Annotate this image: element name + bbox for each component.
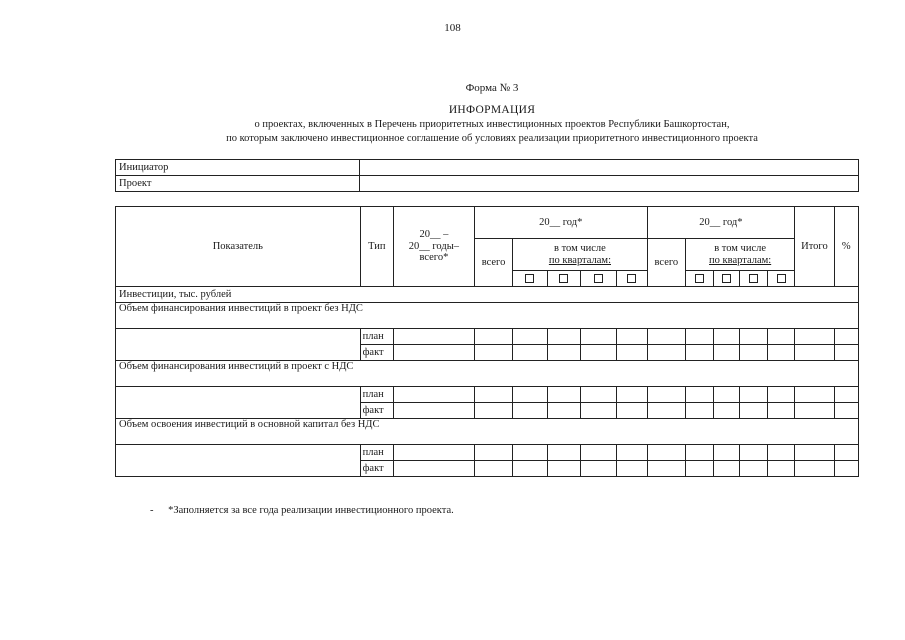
quarters-line-1: в том числе [714, 242, 767, 254]
data-cell[interactable] [547, 445, 580, 461]
row-type-fact: факт [360, 403, 393, 419]
data-cell[interactable] [834, 461, 858, 477]
data-cell[interactable] [714, 461, 739, 477]
data-cell[interactable] [767, 461, 794, 477]
data-cell[interactable] [739, 461, 767, 477]
row-type-plan: план [360, 387, 393, 403]
data-cell[interactable] [686, 387, 714, 403]
header-year2-quarters [686, 239, 795, 271]
data-cell[interactable] [739, 445, 767, 461]
subtitle-line-1: о проектах, включенных в Перечень приоритетных инвестиционных проектов Республики Башкортостан, [254, 119, 730, 130]
header-itogo: Итого [795, 207, 834, 287]
data-cell[interactable] [393, 387, 474, 403]
data-cell[interactable] [647, 387, 685, 403]
data-cell[interactable] [547, 329, 580, 345]
data-cell[interactable] [795, 461, 834, 477]
quarter-1-checkbox[interactable] [686, 271, 714, 287]
period-line-1: 20__ – [419, 229, 449, 241]
data-cell[interactable] [513, 445, 547, 461]
data-cell[interactable] [739, 345, 767, 361]
header-year2-total: всего [647, 239, 685, 287]
data-cell[interactable] [393, 345, 474, 361]
quarters-line-2: по кварталам: [709, 254, 772, 266]
quarter-3-checkbox[interactable] [739, 271, 767, 287]
data-cell[interactable] [767, 403, 794, 419]
data-cell[interactable] [474, 461, 512, 477]
block-name-cell[interactable] [116, 329, 361, 361]
quarter-4-checkbox[interactable] [767, 271, 794, 287]
data-cell[interactable] [834, 445, 858, 461]
data-cell[interactable] [795, 387, 834, 403]
data-cell[interactable] [474, 387, 512, 403]
section-title: Инвестиции, тыс. рублей [116, 287, 859, 303]
data-cell[interactable] [647, 345, 685, 361]
header-year-2: 20__ год* [647, 207, 795, 239]
data-cell[interactable] [580, 403, 616, 419]
data-cell[interactable] [686, 403, 714, 419]
data-cell[interactable] [647, 461, 685, 477]
data-cell[interactable] [547, 461, 580, 477]
header-year1-quarters [513, 239, 647, 271]
quarter-2-checkbox[interactable] [714, 271, 739, 287]
data-cell[interactable] [393, 403, 474, 419]
data-cell[interactable] [474, 329, 512, 345]
data-cell[interactable] [474, 403, 512, 419]
data-cell[interactable] [474, 445, 512, 461]
data-cell[interactable] [580, 445, 616, 461]
quarters-line-1: в том числе [554, 242, 606, 254]
data-cell[interactable] [686, 345, 714, 361]
page-number: 108 [444, 22, 461, 34]
data-cell[interactable] [834, 329, 858, 345]
data-cell[interactable] [580, 329, 616, 345]
data-cell[interactable] [767, 329, 794, 345]
data-cell[interactable] [795, 329, 834, 345]
header-period-total [393, 207, 474, 287]
data-cell[interactable] [617, 329, 647, 345]
data-cell[interactable] [739, 329, 767, 345]
data-cell[interactable] [513, 403, 547, 419]
block-title: Объем освоения инвестиций в основной капитал без НДС [116, 419, 859, 445]
block-name-cell[interactable] [116, 445, 361, 477]
data-cell[interactable] [617, 345, 647, 361]
footnote-dash: - [150, 505, 154, 516]
data-cell[interactable] [767, 445, 794, 461]
period-line-2: 20__ годы– [408, 240, 460, 252]
data-cell[interactable] [547, 387, 580, 403]
data-cell[interactable] [580, 345, 616, 361]
data-cell[interactable] [547, 345, 580, 361]
data-cell[interactable] [647, 445, 685, 461]
project-label: Проект [116, 176, 360, 192]
investments-table [115, 206, 859, 477]
row-type-plan: план [360, 445, 393, 461]
footnote-text: *Заполняется за все года реализации инвестиционного проекта. [168, 505, 454, 516]
data-cell[interactable] [647, 403, 685, 419]
data-cell[interactable] [834, 403, 858, 419]
data-cell[interactable] [393, 461, 474, 477]
data-cell[interactable] [834, 345, 858, 361]
data-cell[interactable] [795, 445, 834, 461]
subtitle-line-2: по которым заключено инвестиционное соглашение об условиях реализации приоритетного инвестиционного проекта [226, 133, 758, 144]
row-type-fact: факт [360, 461, 393, 477]
data-cell[interactable] [739, 387, 767, 403]
header-year-1: 20__ год* [474, 207, 647, 239]
data-cell[interactable] [686, 329, 714, 345]
data-cell[interactable] [580, 461, 616, 477]
data-cell[interactable] [647, 329, 685, 345]
project-field[interactable] [360, 176, 859, 192]
data-cell[interactable] [580, 387, 616, 403]
data-cell[interactable] [393, 445, 474, 461]
data-cell[interactable] [767, 387, 794, 403]
data-cell[interactable] [393, 329, 474, 345]
data-cell[interactable] [686, 461, 714, 477]
initiator-label: Инициатор [116, 160, 360, 176]
data-cell[interactable] [617, 445, 647, 461]
data-cell[interactable] [795, 403, 834, 419]
data-cell[interactable] [714, 329, 739, 345]
document-title: ИНФОРМАЦИЯ [448, 104, 536, 116]
initiator-field[interactable] [360, 160, 859, 176]
data-cell[interactable] [739, 403, 767, 419]
data-cell[interactable] [714, 445, 739, 461]
block-title: Объем финансирования инвестиций в проект с НДС [116, 361, 859, 387]
data-cell[interactable] [513, 329, 547, 345]
header-percent: % [834, 207, 858, 287]
data-cell[interactable] [617, 461, 647, 477]
block-title: Объем финансирования инвестиций в проект без НДС [116, 303, 859, 329]
quarter-3-checkbox[interactable] [580, 271, 616, 287]
data-cell[interactable] [617, 387, 647, 403]
data-cell[interactable] [513, 387, 547, 403]
quarter-4-checkbox[interactable] [617, 271, 647, 287]
row-type-plan: план [360, 329, 393, 345]
data-cell[interactable] [795, 345, 834, 361]
data-cell[interactable] [617, 403, 647, 419]
header-indicator: Показатель [116, 207, 361, 287]
quarters-line-2: по кварталам: [548, 254, 611, 266]
block-name-cell[interactable] [116, 387, 361, 419]
initiator-project-table [115, 159, 859, 192]
data-cell[interactable] [474, 345, 512, 361]
row-type-fact: факт [360, 345, 393, 361]
data-cell[interactable] [767, 345, 794, 361]
data-cell[interactable] [834, 387, 858, 403]
header-year1-total: всего [474, 239, 512, 287]
data-cell[interactable] [714, 387, 739, 403]
form-number: Форма № 3 [465, 82, 519, 94]
quarter-2-checkbox[interactable] [547, 271, 580, 287]
period-line-3: всего* [419, 252, 449, 264]
data-cell[interactable] [513, 345, 547, 361]
data-cell[interactable] [714, 345, 739, 361]
data-cell[interactable] [547, 403, 580, 419]
header-type: Тип [360, 207, 393, 287]
data-cell[interactable] [513, 461, 547, 477]
data-cell[interactable] [714, 403, 739, 419]
quarter-1-checkbox[interactable] [513, 271, 547, 287]
footnote [150, 505, 454, 516]
data-cell[interactable] [686, 445, 714, 461]
